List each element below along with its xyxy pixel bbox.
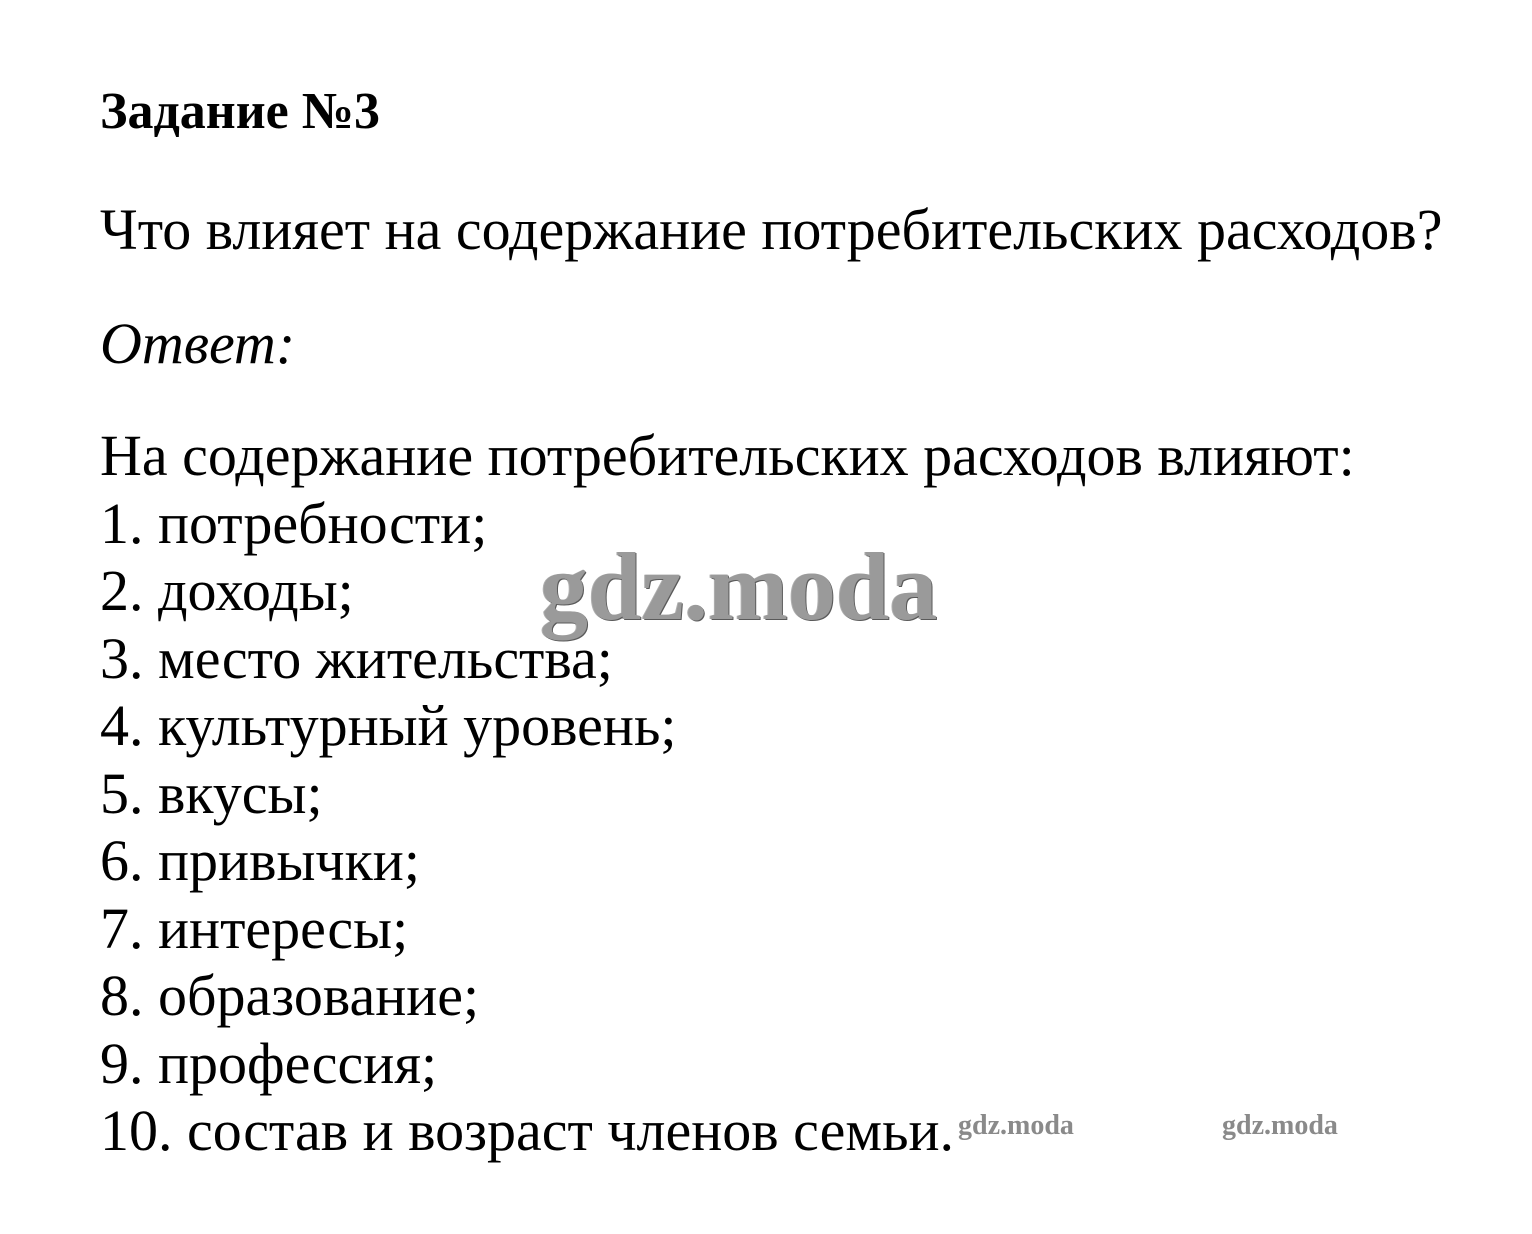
answer-item: 5. вкусы; [100,760,323,826]
watermark-small: gdz.moda [958,1110,1074,1141]
answer-label: Ответ: [100,311,296,376]
answer-intro: На содержание потребительских расходов влияют: [100,423,1355,488]
answer-item: 10. состав и возраст членов семьи. [100,1098,955,1163]
answer-item: 8. образование; [100,963,480,1028]
answer-item: 4. культурный уровень; [100,693,677,758]
answer-item: 2. доходы; [100,558,354,623]
answer-item: 1. потребности; [100,490,488,556]
watermark-small: gdz.moda [1222,1110,1338,1141]
task-question: Что влияет на содержание потребительских расходов? [100,197,1443,262]
answer-item: 7. интересы; [100,895,409,961]
answer-item: 3. место жительства; [100,625,613,691]
task-title: Задание №3 [100,83,381,140]
answer-item: 9. профессия; [100,1030,438,1096]
answer-item: 6. привычки; [100,828,420,893]
watermark-main: gdz.moda [540,533,938,640]
